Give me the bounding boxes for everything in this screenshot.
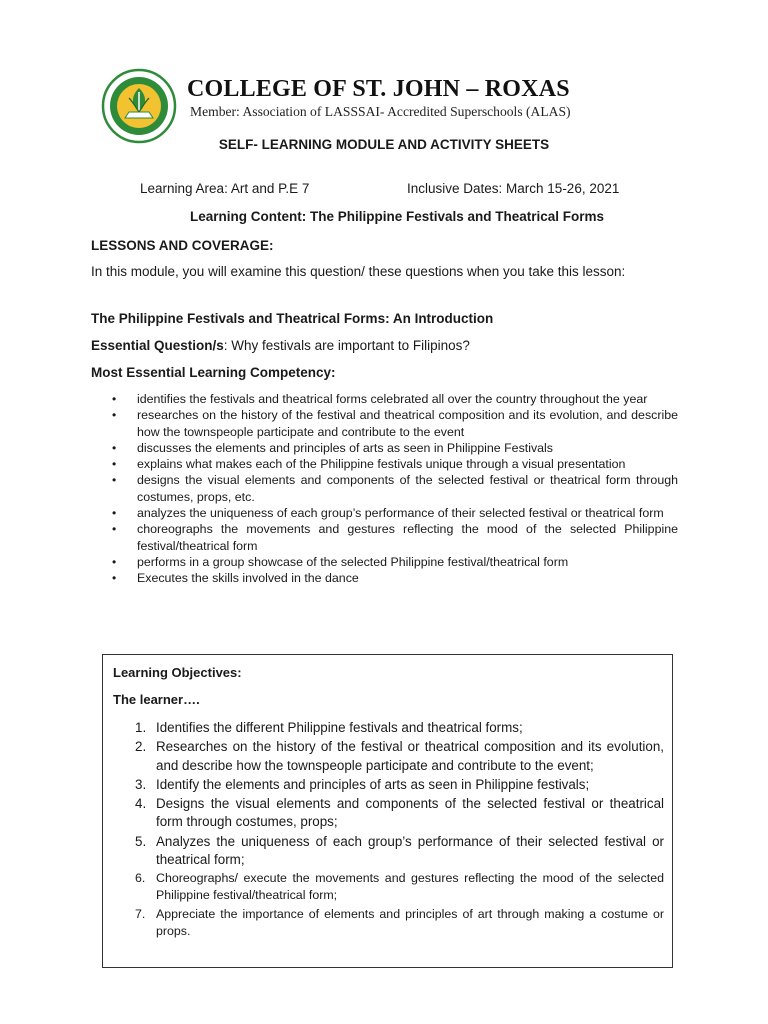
lesson-title: The Philippine Festivals and Theatrical Forms: An Introduction [91, 311, 494, 326]
learning-content-title: Learning Content: The Philippine Festivals and Theatrical Forms [190, 209, 605, 224]
learning-area: Learning Area: Art and P.E 7 [140, 181, 310, 196]
bullet-icon: • [112, 571, 117, 586]
competency-heading: Most Essential Learning Competency: [91, 365, 336, 380]
list-item: 7. Appreciate the importance of elements and principles of art through making a costume or props. [135, 907, 664, 938]
list-item: 5. Analyzes the uniqueness of each group’s performance of their selected festival or theatrical form; [135, 833, 664, 868]
essential-question-label: Essential Question/s [91, 338, 224, 353]
bullet-icon: • [112, 554, 117, 569]
bullet-icon: • [112, 473, 117, 488]
intro-paragraph: In this module, you will examine this question/ these questions when you take this lesson: [91, 264, 626, 279]
college-name: COLLEGE OF ST. JOHN – ROXAS [187, 76, 570, 102]
list-item: 4. Designs the visual elements and components of the selected festival or theatrical form through costumes, props; [135, 796, 664, 830]
bullet-icon: • [112, 392, 117, 406]
bullet-icon: • [112, 408, 117, 423]
list-item: • explains what makes each of the Philippine festivals unique through a visual presentation [112, 457, 626, 472]
list-item: 6. Choreographs/ execute the movements and gestures reflecting the mood of the selected Philippine festival/theatrical form; [135, 871, 664, 902]
item-number: 3. [135, 776, 147, 792]
list-item: • designs the visual elements and components of the selected festival or theatrical form through costumes, props, etc. [112, 473, 678, 504]
list-item: 3. Identify the elements and principles of arts as seen in Philippine festivals; [113, 776, 664, 794]
learner-label: The learner…. [113, 692, 200, 707]
college-seal-logo [101, 68, 177, 144]
item-number: 2. [135, 739, 147, 755]
list-item: 1. Identifies the different Philippine festivals and theatrical forms; [113, 719, 664, 737]
list-item: • discusses the elements and principles of arts as seen in Philippine Festivals [112, 440, 553, 455]
item-number: 4. [135, 796, 147, 812]
college-membership: Member: Association of LASSSAI- Accredited Superschools (ALAS) [190, 104, 571, 119]
list-item: • identifies the festivals and theatrical forms celebrated all over the country throughout the year [112, 392, 648, 406]
competency-list [110, 391, 678, 587]
inclusive-dates: Inclusive Dates: March 15-26, 2021 [407, 181, 620, 196]
lessons-heading: LESSONS AND COVERAGE: [91, 238, 274, 253]
bullet-icon: • [112, 522, 117, 537]
list-item: • Executes the skills involved in the dance [112, 571, 359, 586]
item-number: 7. [135, 907, 146, 922]
bullet-icon: • [112, 457, 117, 472]
item-number: 5. [135, 833, 147, 849]
module-title: SELF- LEARNING MODULE AND ACTIVITY SHEETS [218, 137, 550, 152]
essential-question [91, 337, 681, 355]
list-item: • performs in a group showcase of the selected Philippine festival/theatrical form [112, 554, 569, 569]
objectives-list [113, 719, 664, 942]
item-number: 6. [135, 871, 146, 886]
bullet-icon: • [112, 506, 117, 521]
bullet-icon: • [112, 440, 117, 455]
list-item: • researches on the history of the festival and theatrical composition and its evolution, and describe how the townspeople participate and contribute to the event [112, 408, 678, 439]
learning-objectives-box [102, 654, 673, 968]
essential-question-text: : Why festivals are important to Filipinos? [223, 338, 470, 353]
list-item: 2. Researches on the history of the festival or theatrical composition and its evolution, and describe how the townspeople participate and contribute to the event; [135, 739, 664, 773]
objectives-heading: Learning Objectives: [113, 665, 242, 680]
list-item: • choreographs the movements and gestures reflecting the mood of the selected Philippine festival/theatrical form [112, 522, 678, 553]
list-item: • analyzes the uniqueness of each group’s performance of their selected festival or theatrical form [112, 506, 664, 521]
item-number: 1. [135, 720, 147, 735]
